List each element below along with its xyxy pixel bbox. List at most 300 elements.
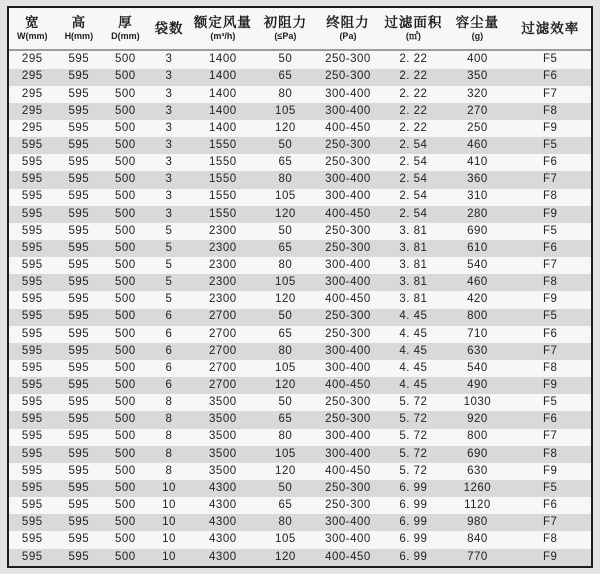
table-cell: 595 <box>9 377 56 394</box>
table-row <box>9 137 591 154</box>
table-cell: 50 <box>256 50 314 69</box>
spec-table-header <box>9 8 591 50</box>
table-cell: 1400 <box>189 86 256 103</box>
table-cell: 920 <box>445 411 509 428</box>
table-row <box>9 154 591 171</box>
table-cell: 1550 <box>189 206 256 223</box>
table-cell: 120 <box>256 120 314 137</box>
table-cell: 460 <box>445 274 509 291</box>
table-cell: 2700 <box>189 309 256 326</box>
table-cell: 595 <box>9 223 56 240</box>
column-header-1 <box>56 8 103 50</box>
table-cell: 500 <box>102 360 149 377</box>
table-cell: F5 <box>509 137 591 154</box>
table-cell: 4300 <box>189 497 256 514</box>
table-cell: 350 <box>445 69 509 86</box>
table-cell: 1550 <box>189 189 256 206</box>
table-cell: 500 <box>102 514 149 531</box>
table-cell: F6 <box>509 69 591 86</box>
table-cell: 690 <box>445 223 509 240</box>
table-cell: 295 <box>9 69 56 86</box>
table-row <box>9 343 591 360</box>
table-cell: 500 <box>102 86 149 103</box>
table-cell: 2. 54 <box>381 171 445 188</box>
table-cell: 595 <box>56 480 103 497</box>
table-row <box>9 103 591 120</box>
table-cell: 595 <box>56 497 103 514</box>
table-cell: 10 <box>149 531 190 548</box>
table-cell: 500 <box>102 257 149 274</box>
table-cell: 500 <box>102 429 149 446</box>
table-cell: 595 <box>9 514 56 531</box>
column-unit: (≤Pa) <box>274 30 297 41</box>
table-cell: 6. 99 <box>381 514 445 531</box>
table-cell: 3. 81 <box>381 257 445 274</box>
table-cell: 250-300 <box>314 50 381 69</box>
table-cell: 595 <box>56 120 103 137</box>
table-cell: 1550 <box>189 154 256 171</box>
table-row <box>9 120 591 137</box>
table-cell: 500 <box>102 480 149 497</box>
table-cell: 500 <box>102 326 149 343</box>
table-cell: 1400 <box>189 120 256 137</box>
table-cell: 3 <box>149 50 190 69</box>
table-cell: 2. 22 <box>381 69 445 86</box>
table-row <box>9 86 591 103</box>
table-row <box>9 257 591 274</box>
table-cell: 105 <box>256 274 314 291</box>
table-cell: F9 <box>509 377 591 394</box>
table-cell: 500 <box>102 103 149 120</box>
table-cell: 595 <box>56 223 103 240</box>
table-cell: F7 <box>509 171 591 188</box>
column-header-9 <box>509 8 591 50</box>
table-cell: 595 <box>56 50 103 69</box>
table-cell: 2. 54 <box>381 137 445 154</box>
table-cell: 500 <box>102 171 149 188</box>
table-cell: 500 <box>102 50 149 69</box>
table-cell: 3. 81 <box>381 223 445 240</box>
table-cell: 595 <box>9 309 56 326</box>
table-cell: 595 <box>56 377 103 394</box>
table-cell: 80 <box>256 343 314 360</box>
table-cell: 5. 72 <box>381 429 445 446</box>
table-cell: 3 <box>149 171 190 188</box>
table-cell: 295 <box>9 120 56 137</box>
column-unit: (g) <box>471 30 484 41</box>
table-cell: 400-450 <box>314 206 381 223</box>
table-cell: F7 <box>509 86 591 103</box>
table-cell: F7 <box>509 429 591 446</box>
table-cell: 2. 54 <box>381 189 445 206</box>
table-cell: 105 <box>256 446 314 463</box>
column-unit: (m³/h) <box>210 30 236 41</box>
table-cell: 4. 45 <box>381 377 445 394</box>
table-cell: 50 <box>256 223 314 240</box>
table-cell: 500 <box>102 446 149 463</box>
table-cell: 490 <box>445 377 509 394</box>
table-row <box>9 309 591 326</box>
table-cell: 500 <box>102 309 149 326</box>
table-cell: 4. 45 <box>381 360 445 377</box>
table-cell: 300-400 <box>314 171 381 188</box>
table-cell: 250-300 <box>314 69 381 86</box>
table-cell: 3 <box>149 69 190 86</box>
table-row <box>9 463 591 480</box>
table-cell: 2. 54 <box>381 154 445 171</box>
table-row <box>9 429 591 446</box>
table-cell: F9 <box>509 549 591 566</box>
table-cell: 8 <box>149 394 190 411</box>
table-cell: 250-300 <box>314 480 381 497</box>
table-cell: 50 <box>256 480 314 497</box>
table-cell: 595 <box>56 206 103 223</box>
table-cell: F5 <box>509 480 591 497</box>
column-title: 初阻力 <box>263 15 308 31</box>
table-cell: 1400 <box>189 50 256 69</box>
table-cell: 300-400 <box>314 531 381 548</box>
table-cell: 595 <box>56 360 103 377</box>
table-cell: 3 <box>149 154 190 171</box>
table-cell: 120 <box>256 206 314 223</box>
table-cell: 420 <box>445 291 509 308</box>
table-cell: 320 <box>445 86 509 103</box>
table-cell: 500 <box>102 463 149 480</box>
table-cell: 500 <box>102 497 149 514</box>
table-cell: 310 <box>445 189 509 206</box>
table-cell: 4300 <box>189 549 256 566</box>
table-cell: 1120 <box>445 497 509 514</box>
table-cell: 800 <box>445 309 509 326</box>
table-cell: 595 <box>9 171 56 188</box>
table-cell: 10 <box>149 480 190 497</box>
table-cell: 595 <box>9 429 56 446</box>
table-cell: F5 <box>509 309 591 326</box>
table-cell: 595 <box>56 257 103 274</box>
table-cell: 595 <box>9 137 56 154</box>
table-cell: 105 <box>256 189 314 206</box>
table-cell: 1260 <box>445 480 509 497</box>
table-cell: 710 <box>445 326 509 343</box>
table-cell: 65 <box>256 240 314 257</box>
table-row <box>9 189 591 206</box>
table-cell: 250-300 <box>314 154 381 171</box>
table-cell: 3. 81 <box>381 274 445 291</box>
table-cell: 980 <box>445 514 509 531</box>
table-cell: 6. 99 <box>381 531 445 548</box>
table-row <box>9 497 591 514</box>
table-row <box>9 514 591 531</box>
table-cell: 690 <box>445 446 509 463</box>
table-cell: 630 <box>445 463 509 480</box>
table-cell: 500 <box>102 189 149 206</box>
table-cell: 250-300 <box>314 309 381 326</box>
table-cell: F8 <box>509 446 591 463</box>
table-cell: 8 <box>149 446 190 463</box>
table-cell: 595 <box>56 309 103 326</box>
table-row <box>9 50 591 69</box>
column-header-6 <box>314 8 381 50</box>
table-cell: 6. 99 <box>381 480 445 497</box>
table-cell: 3. 81 <box>381 291 445 308</box>
table-cell: 5. 72 <box>381 463 445 480</box>
table-cell: 6 <box>149 343 190 360</box>
table-row <box>9 394 591 411</box>
table-cell: 50 <box>256 137 314 154</box>
table-cell: 80 <box>256 86 314 103</box>
column-header-8 <box>445 8 509 50</box>
table-cell: 5 <box>149 257 190 274</box>
table-cell: 295 <box>9 50 56 69</box>
table-cell: 10 <box>149 514 190 531</box>
table-cell: 3 <box>149 206 190 223</box>
table-cell: 540 <box>445 360 509 377</box>
table-cell: 595 <box>56 69 103 86</box>
table-cell: 595 <box>56 154 103 171</box>
table-cell: 6 <box>149 326 190 343</box>
table-cell: 65 <box>256 154 314 171</box>
table-cell: F6 <box>509 326 591 343</box>
table-cell: F8 <box>509 189 591 206</box>
table-cell: 410 <box>445 154 509 171</box>
table-cell: 3 <box>149 103 190 120</box>
table-cell: 500 <box>102 394 149 411</box>
table-cell: 50 <box>256 394 314 411</box>
table-cell: 595 <box>56 291 103 308</box>
column-title: 过滤面积 <box>384 15 443 31</box>
table-cell: 120 <box>256 463 314 480</box>
table-cell: 4300 <box>189 480 256 497</box>
column-header-3 <box>149 8 190 50</box>
table-cell: 105 <box>256 360 314 377</box>
table-cell: 4. 45 <box>381 309 445 326</box>
table-cell: 595 <box>9 463 56 480</box>
table-cell: 270 <box>445 103 509 120</box>
table-cell: 2300 <box>189 257 256 274</box>
table-cell: F8 <box>509 274 591 291</box>
table-cell: 2. 22 <box>381 103 445 120</box>
table-cell: 360 <box>445 171 509 188</box>
column-header-2 <box>102 8 149 50</box>
table-cell: 770 <box>445 549 509 566</box>
table-cell: 400-450 <box>314 463 381 480</box>
table-cell: 2. 22 <box>381 120 445 137</box>
column-title: 终阻力 <box>326 15 370 31</box>
header-row <box>9 8 591 50</box>
column-header-7 <box>381 8 445 50</box>
table-cell: 280 <box>445 206 509 223</box>
table-cell: 500 <box>102 291 149 308</box>
table-cell: 2300 <box>189 291 256 308</box>
table-cell: 300-400 <box>314 429 381 446</box>
table-cell: 5. 72 <box>381 446 445 463</box>
table-cell: 80 <box>256 171 314 188</box>
table-cell: 595 <box>9 531 56 548</box>
table-cell: 3500 <box>189 429 256 446</box>
table-cell: 2300 <box>189 223 256 240</box>
table-cell: 6 <box>149 309 190 326</box>
table-cell: 300-400 <box>314 103 381 120</box>
table-cell: 105 <box>256 103 314 120</box>
column-header-5 <box>256 8 314 50</box>
table-cell: 2300 <box>189 240 256 257</box>
table-cell: 300-400 <box>314 86 381 103</box>
table-cell: 65 <box>256 497 314 514</box>
table-cell: 250-300 <box>314 394 381 411</box>
table-cell: F8 <box>509 360 591 377</box>
table-cell: F7 <box>509 514 591 531</box>
table-cell: 595 <box>56 463 103 480</box>
table-cell: 595 <box>56 189 103 206</box>
table-cell: 300-400 <box>314 274 381 291</box>
table-cell: 800 <box>445 429 509 446</box>
spec-table-frame <box>7 6 593 568</box>
table-cell: 595 <box>56 171 103 188</box>
table-cell: F9 <box>509 463 591 480</box>
table-cell: 400-450 <box>314 377 381 394</box>
table-cell: 3. 81 <box>381 240 445 257</box>
table-cell: 1550 <box>189 171 256 188</box>
table-cell: 50 <box>256 309 314 326</box>
table-cell: 500 <box>102 531 149 548</box>
table-cell: 2700 <box>189 343 256 360</box>
table-cell: 500 <box>102 206 149 223</box>
column-title: 过滤效率 <box>521 20 580 36</box>
table-row <box>9 171 591 188</box>
table-cell: 500 <box>102 137 149 154</box>
column-unit: (Pa) <box>339 30 357 41</box>
table-cell: 8 <box>149 411 190 428</box>
table-cell: 500 <box>102 120 149 137</box>
table-cell: 5 <box>149 291 190 308</box>
table-cell: 595 <box>9 497 56 514</box>
table-cell: 6 <box>149 377 190 394</box>
table-cell: 400 <box>445 50 509 69</box>
table-cell: 595 <box>56 137 103 154</box>
table-cell: 300-400 <box>314 189 381 206</box>
table-cell: 540 <box>445 257 509 274</box>
table-cell: 595 <box>9 154 56 171</box>
table-cell: 80 <box>256 514 314 531</box>
column-unit: (㎡) <box>405 30 421 41</box>
table-cell: 595 <box>56 274 103 291</box>
table-cell: 595 <box>56 240 103 257</box>
column-unit: D(mm) <box>111 30 140 41</box>
table-cell: 500 <box>102 377 149 394</box>
table-cell: 300-400 <box>314 446 381 463</box>
table-cell: F6 <box>509 154 591 171</box>
table-cell: 3500 <box>189 411 256 428</box>
table-cell: 400-450 <box>314 549 381 566</box>
table-cell: 2. 22 <box>381 86 445 103</box>
table-row <box>9 291 591 308</box>
column-unit: H(mm) <box>64 30 94 41</box>
table-cell: 1030 <box>445 394 509 411</box>
table-cell: 295 <box>9 86 56 103</box>
column-title: 宽 <box>25 15 40 31</box>
table-cell: 250-300 <box>314 326 381 343</box>
table-cell: 595 <box>9 549 56 566</box>
column-unit: W(mm) <box>17 30 48 41</box>
table-cell: F5 <box>509 223 591 240</box>
table-cell: 595 <box>56 531 103 548</box>
table-cell: F6 <box>509 497 591 514</box>
table-cell: F7 <box>509 257 591 274</box>
table-cell: 595 <box>56 343 103 360</box>
table-cell: F8 <box>509 531 591 548</box>
table-cell: 500 <box>102 240 149 257</box>
table-cell: 10 <box>149 549 190 566</box>
table-row <box>9 549 591 566</box>
table-cell: 5. 72 <box>381 394 445 411</box>
table-cell: 65 <box>256 411 314 428</box>
table-cell: 595 <box>9 291 56 308</box>
table-row <box>9 446 591 463</box>
table-cell: 1400 <box>189 69 256 86</box>
table-row <box>9 240 591 257</box>
table-cell: F8 <box>509 103 591 120</box>
table-cell: 500 <box>102 411 149 428</box>
table-cell: 5 <box>149 223 190 240</box>
table-cell: 595 <box>9 394 56 411</box>
table-cell: F7 <box>509 343 591 360</box>
filter-spec-table <box>9 8 591 566</box>
table-cell: 595 <box>56 446 103 463</box>
table-cell: 2700 <box>189 326 256 343</box>
table-cell: 8 <box>149 463 190 480</box>
table-cell: 250 <box>445 120 509 137</box>
table-row <box>9 531 591 548</box>
table-cell: 610 <box>445 240 509 257</box>
table-cell: 6. 99 <box>381 497 445 514</box>
table-cell: 300-400 <box>314 514 381 531</box>
table-cell: 500 <box>102 223 149 240</box>
table-cell: 80 <box>256 257 314 274</box>
table-cell: 630 <box>445 343 509 360</box>
table-cell: 500 <box>102 274 149 291</box>
table-cell: 4300 <box>189 531 256 548</box>
table-cell: F9 <box>509 120 591 137</box>
table-cell: 595 <box>56 429 103 446</box>
table-cell: 595 <box>9 189 56 206</box>
table-row <box>9 360 591 377</box>
table-cell: 5 <box>149 274 190 291</box>
table-cell: 400-450 <box>314 291 381 308</box>
table-cell: 300-400 <box>314 360 381 377</box>
table-cell: 5. 72 <box>381 411 445 428</box>
table-cell: 4. 45 <box>381 343 445 360</box>
table-cell: 595 <box>9 480 56 497</box>
table-cell: F6 <box>509 411 591 428</box>
table-cell: 65 <box>256 326 314 343</box>
table-cell: 1400 <box>189 103 256 120</box>
table-cell: 295 <box>9 103 56 120</box>
table-row <box>9 480 591 497</box>
table-cell: 595 <box>9 240 56 257</box>
table-cell: 2. 22 <box>381 50 445 69</box>
table-cell: 595 <box>9 360 56 377</box>
table-cell: 6 <box>149 360 190 377</box>
table-cell: 250-300 <box>314 497 381 514</box>
table-cell: 595 <box>9 411 56 428</box>
table-row <box>9 377 591 394</box>
table-row <box>9 411 591 428</box>
table-cell: 595 <box>56 549 103 566</box>
table-cell: 3500 <box>189 446 256 463</box>
table-cell: 595 <box>9 257 56 274</box>
table-row <box>9 206 591 223</box>
table-cell: 2. 54 <box>381 206 445 223</box>
